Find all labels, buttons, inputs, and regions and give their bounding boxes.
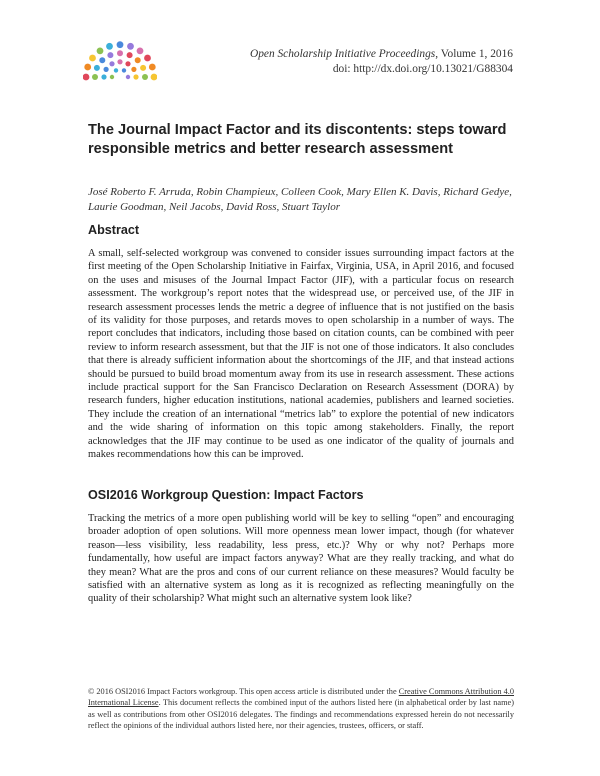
logo-dot — [114, 68, 118, 72]
logo-dot — [94, 65, 100, 71]
logo-dot — [97, 48, 104, 55]
logo-dot — [92, 74, 98, 80]
logo-dot — [127, 43, 134, 50]
logo-dot — [110, 75, 114, 79]
footer-prefix: © 2016 OSI2016 Impact Factors workgroup. This open access article is distributed under the — [88, 687, 399, 696]
logo-dot — [127, 52, 133, 58]
journal-volume: , Volume 1, 2016 — [435, 48, 513, 60]
osi-logo — [83, 33, 157, 85]
logo-dot — [131, 67, 136, 72]
logo-dot — [140, 65, 146, 71]
logo-dot — [101, 74, 106, 79]
logo-dot — [117, 50, 123, 56]
abstract-heading: Abstract — [88, 223, 140, 237]
logo-dot — [104, 67, 109, 72]
logo-dot — [125, 61, 130, 66]
logo-dot — [149, 64, 156, 71]
logo-dot — [109, 61, 114, 66]
logo-dot — [84, 64, 91, 71]
logo-dot — [142, 74, 148, 80]
journal-citation — [250, 47, 513, 62]
logo-dot — [144, 55, 151, 62]
logo-dot — [122, 68, 126, 72]
logo-dot — [89, 55, 96, 62]
logo-dot — [106, 43, 113, 50]
logo-dot — [126, 75, 130, 79]
workgroup-question-text: Tracking the metrics of a more open publishing world will be key to selling “open” and encouraging broader adoption of open solutions. Will more openness mean lower impact, though (for whatever reason—less visibility, less readability, less press, etc.)? Why or why not? Perhaps more fundamentally, how useful are impact factors anyway? What are they really tracking, and what do they mean? What are the pros and cons of our current reliance on these measures? Would faculty be satisfied with an alternative system as long as it is recognized as reflecting meaningfully on the quality of their scholarship? What might such an alternative system look like? — [88, 513, 514, 605]
abstract-text: A small, self-selected workgroup was convened to consider issues surrounding impact factors at the first meeting of the Open Scholarship Initiative in Fairfax, Virginia, USA, in April 2016, and focused on the uses and misuses of the Journal Impact Factor (JIF), with a particular focus on research assessment. The workgroup’s report notes that the widespread use, or perceived use, of the JIF in research assessment processes lends the metric a degree of influence that is not justified on the basis of its validity for those purposes, and retards moves to open scholarship in a number of ways. The report concludes that indicators, including those based on citation counts, can be combined with peer review to inform research assessment, but that the JIF is not one of those indicators. It also concludes that there is already sufficient information about the shortcomings of the JIF, and that instead actions should be pursued to build broad momentum away from its use in research assessment. These actions include practical support for the San Francisco Declaration on Research Assessment (DORA) by research funders, higher education institutions, national academies, publishers and learned societies. They include the creation of an international “metrics lab” to explore the potential of new indicators and the wide sharing of information on this topic among stakeholders. Finally, the report acknowledges that the JIF may continue to be used as one indicator of the quality of journals and makes recommendations how this can be improved. — [88, 248, 514, 461]
logo-dot — [99, 57, 105, 63]
logo-dot — [137, 48, 144, 55]
logo-dot — [107, 52, 113, 58]
copyright-footer — [88, 686, 514, 732]
logo-dot — [151, 74, 157, 81]
journal-header — [250, 47, 513, 77]
logo-dot — [135, 57, 141, 63]
author-list: José Roberto F. Arruda, Robin Champieux, Colleen Cook, Mary Ellen K. Davis, Richard Gedye, Laurie Goodman, Neil Jacobs, David Ross, Stuart Taylor — [88, 186, 512, 213]
doi: doi: http://dx.doi.org/10.13021/G88304 — [332, 63, 513, 75]
footer-suffix: . This document reflects the combined input of the authors listed here (in alphabetical order by last name) as well as contributions from other OSI2016 delegates. The findings and recommendations expressed herein do not necessarily reflect the opinions of the individual authors listed here, nor their agencies, trustees, officers, or staff. — [88, 698, 514, 731]
journal-name: Open Scholarship Initiative Proceedings — [249, 48, 436, 60]
paper-title: The Journal Impact Factor and its discontents: steps toward responsible metrics and better research assessment — [88, 122, 507, 157]
logo-dot — [117, 41, 124, 48]
workgroup-question-heading: OSI2016 Workgroup Question: Impact Factors — [88, 488, 364, 502]
logo-dot — [83, 74, 89, 81]
license-link[interactable]: Creative Commons Attribution 4.0 International License — [88, 687, 514, 708]
logo-dot — [133, 74, 138, 79]
logo-dot — [117, 59, 122, 64]
